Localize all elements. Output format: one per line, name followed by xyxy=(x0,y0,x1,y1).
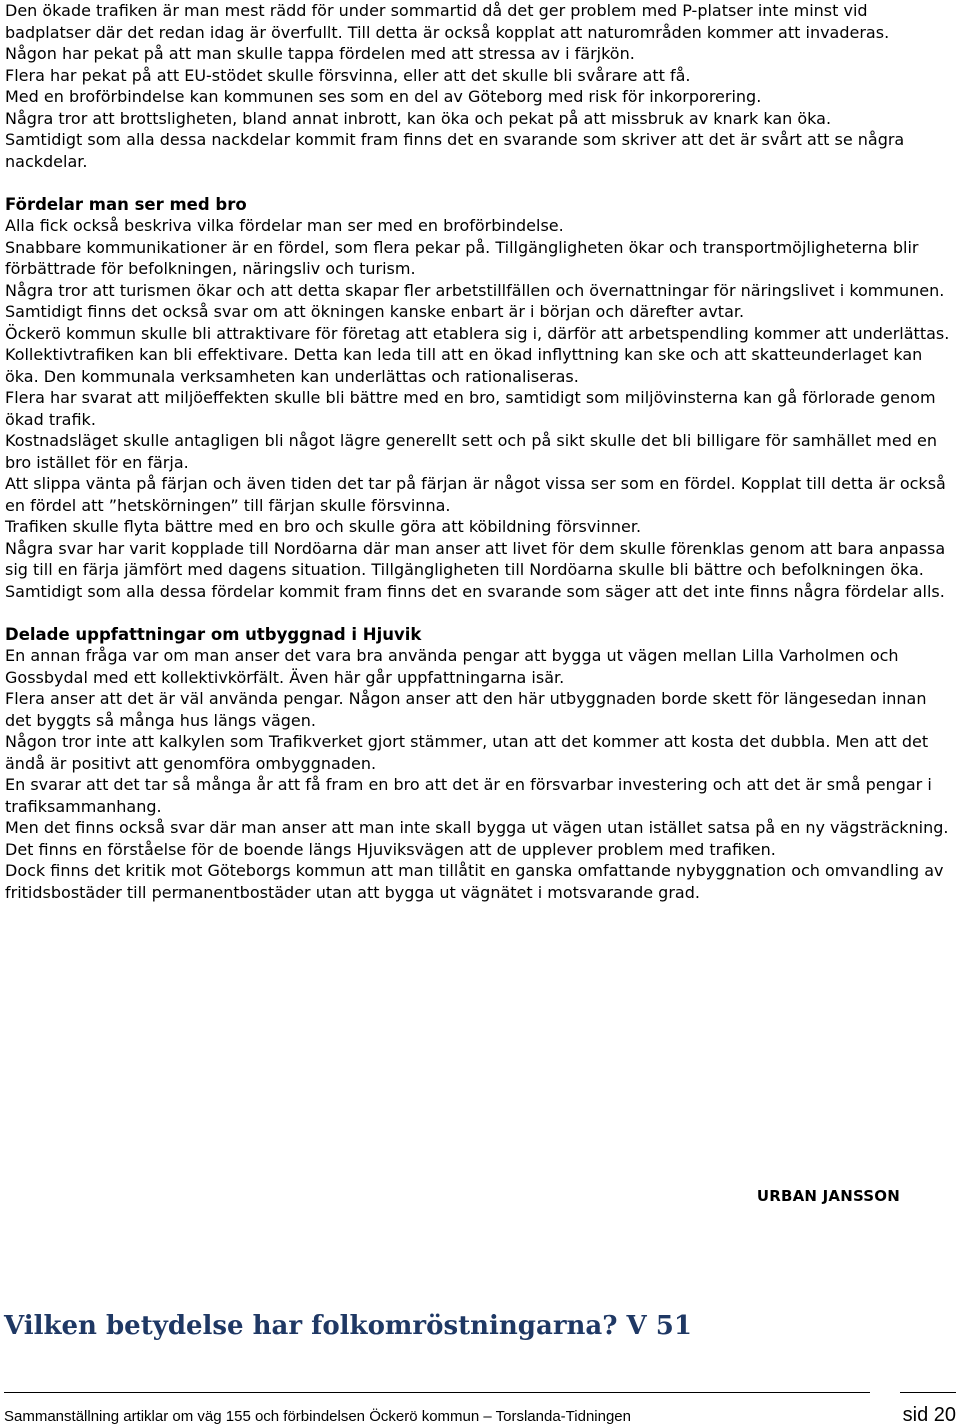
article-body xyxy=(5,0,955,903)
section-hjuvik xyxy=(5,624,955,904)
section-advantages xyxy=(5,194,955,603)
paragraph: Dock finns det kritik mot Göteborgs kommun att man tillåtit en ganska omfattande nybyggnation och omvandling av fritidsbostäder till permanentbostäder utan att bygga ut vägnätet i motsvarande grad. xyxy=(5,861,944,902)
paragraph: Men det finns också svar där man anser att man inte skall bygga ut vägen utan istället satsa på en ny vägsträckning. xyxy=(5,818,949,837)
section-heading: Fördelar man ser med bro xyxy=(5,194,247,214)
paragraph: Öckerö kommun skulle bli attraktivare för företag att etablera sig i, därför att arbetspendling kommer att underlättas. Kollektivtrafiken kan bli effektivare. Detta kan leda till att en ökad inflyttning kan ske och att skatteunderlaget kan öka. Den kommunala verksamheten kan underlättas och rationaliseras. xyxy=(5,323,950,386)
paragraph: Någon har pekat på att man skulle tappa fördelen med att stressa av i färjkön. xyxy=(5,44,635,63)
paragraph: Flera anser att det är väl använda pengar. Någon anser att den här utbyggnaden borde skett för längesedan innan det byggts så många hus längs vägen. xyxy=(5,689,927,730)
paragraph: Alla fick också beskriva vilka fördelar man ser med en broförbindelse. xyxy=(5,216,564,235)
paragraph: Att slippa vänta på färjan och även tiden det tar på färjan är något vissa ser som en fördel. Kopplat till detta är också en fördel att ”hetskörningen” till färjan skulle försvinna. xyxy=(5,474,946,515)
footer-rule-break xyxy=(870,1392,900,1395)
paragraph: Några tror att turismen ökar och att detta skapar fler arbetstillfällen och övernattningar för näringslivet i kommunen. Samtidigt finns det också svar om att ökningen kanske enbart är i början och därefter avtar. xyxy=(5,280,945,321)
paragraph: Några tror att brottsligheten, bland annat inbrott, kan öka och pekat på att missbruk av knark kan öka. xyxy=(5,108,832,128)
paragraph: Trafiken skulle flyta bättre med en bro och skulle göra att köbildning försvinner. xyxy=(5,517,642,536)
paragraph: Det finns en förståelse för de boende längs Hjuviksvägen att de upplever problem med trafiken. xyxy=(5,839,776,859)
intro-section xyxy=(5,0,955,172)
paragraph: En annan fråga var om man anser det vara bra använda pengar att bygga ut vägen mellan Lilla Varholmen och Gossbydal med ett kollektivkörfält. Även här går uppfattningarna isär. xyxy=(5,646,899,687)
section-heading: Delade uppfattningar om utbyggnad i Hjuvik xyxy=(5,624,422,644)
author-byline: URBAN JANSSON xyxy=(756,1187,900,1205)
paragraph: Med en broförbindelse kan kommunen ses som en del av Göteborg med risk för inkorporering. xyxy=(5,87,762,106)
paragraph: Kostnadsläget skulle antagligen bli något lägre generellt sett och på sikt skulle det bli billigare för samhället med en bro istället för en färja. xyxy=(5,431,937,472)
paragraph: En svarar att det tar så många år att få fram en bro att det är en försvarbar investering och att det är små pengar i trafiksammanhang. xyxy=(5,775,932,816)
page-footer xyxy=(4,1392,956,1427)
next-article-title: Vilken betydelse har folkomröstningarna? V 51 xyxy=(4,1311,692,1341)
paragraph: Någon tror inte att kalkylen som Trafikverket gjort stämmer, utan att det kommer att kosta det dubbla. Men att det ändå är positivt att genomföra ombyggnaden. xyxy=(5,732,929,773)
paragraph: Snabbare kommunikationer är en fördel, som flera pekar på. Tillgängligheten ökar och transportmöjligheterna blir förbättrade för befolkningen, näringsliv och turism. xyxy=(5,237,919,278)
paragraph: Flera har svarat att miljöeffekten skulle bli bättre med en bro, samtidigt som miljövinsterna kan gå förlorade genom ökad trafik. xyxy=(5,388,936,429)
paragraph: Samtidigt som alla dessa fördelar kommit fram finns det en svarande som säger att det inte finns några fördelar alls. xyxy=(5,581,945,601)
page-number: sid 20 xyxy=(902,1404,956,1426)
paragraph: Den ökade trafiken är man mest rädd för under sommartid då det ger problem med P-platser inte minst vid badplatser där det redan idag är överfullt. Till detta är också kopplat att naturområden kommer att invaderas. xyxy=(5,1,890,42)
footer-source: Sammanställning artiklar om väg 155 och förbindelsen Öckerö kommun – Torslanda-Tidningen xyxy=(4,1408,631,1425)
paragraph: Flera har pekat på att EU-stödet skulle försvinna, eller att det skulle bli svårare att få. xyxy=(5,65,691,85)
paragraph: Några svar har varit kopplade till Nordöarna där man anser att livet för dem skulle förenklas genom att bara anpassa sig till en färja jämfört med dagens situation. Tillgängligheten till Nordöarna skulle bli bättre och befolkningen öka. xyxy=(5,538,946,579)
paragraph: Samtidigt som alla dessa nackdelar kommit fram finns det en svarande som skriver att det är svårt att se några nackdelar. xyxy=(5,130,905,171)
